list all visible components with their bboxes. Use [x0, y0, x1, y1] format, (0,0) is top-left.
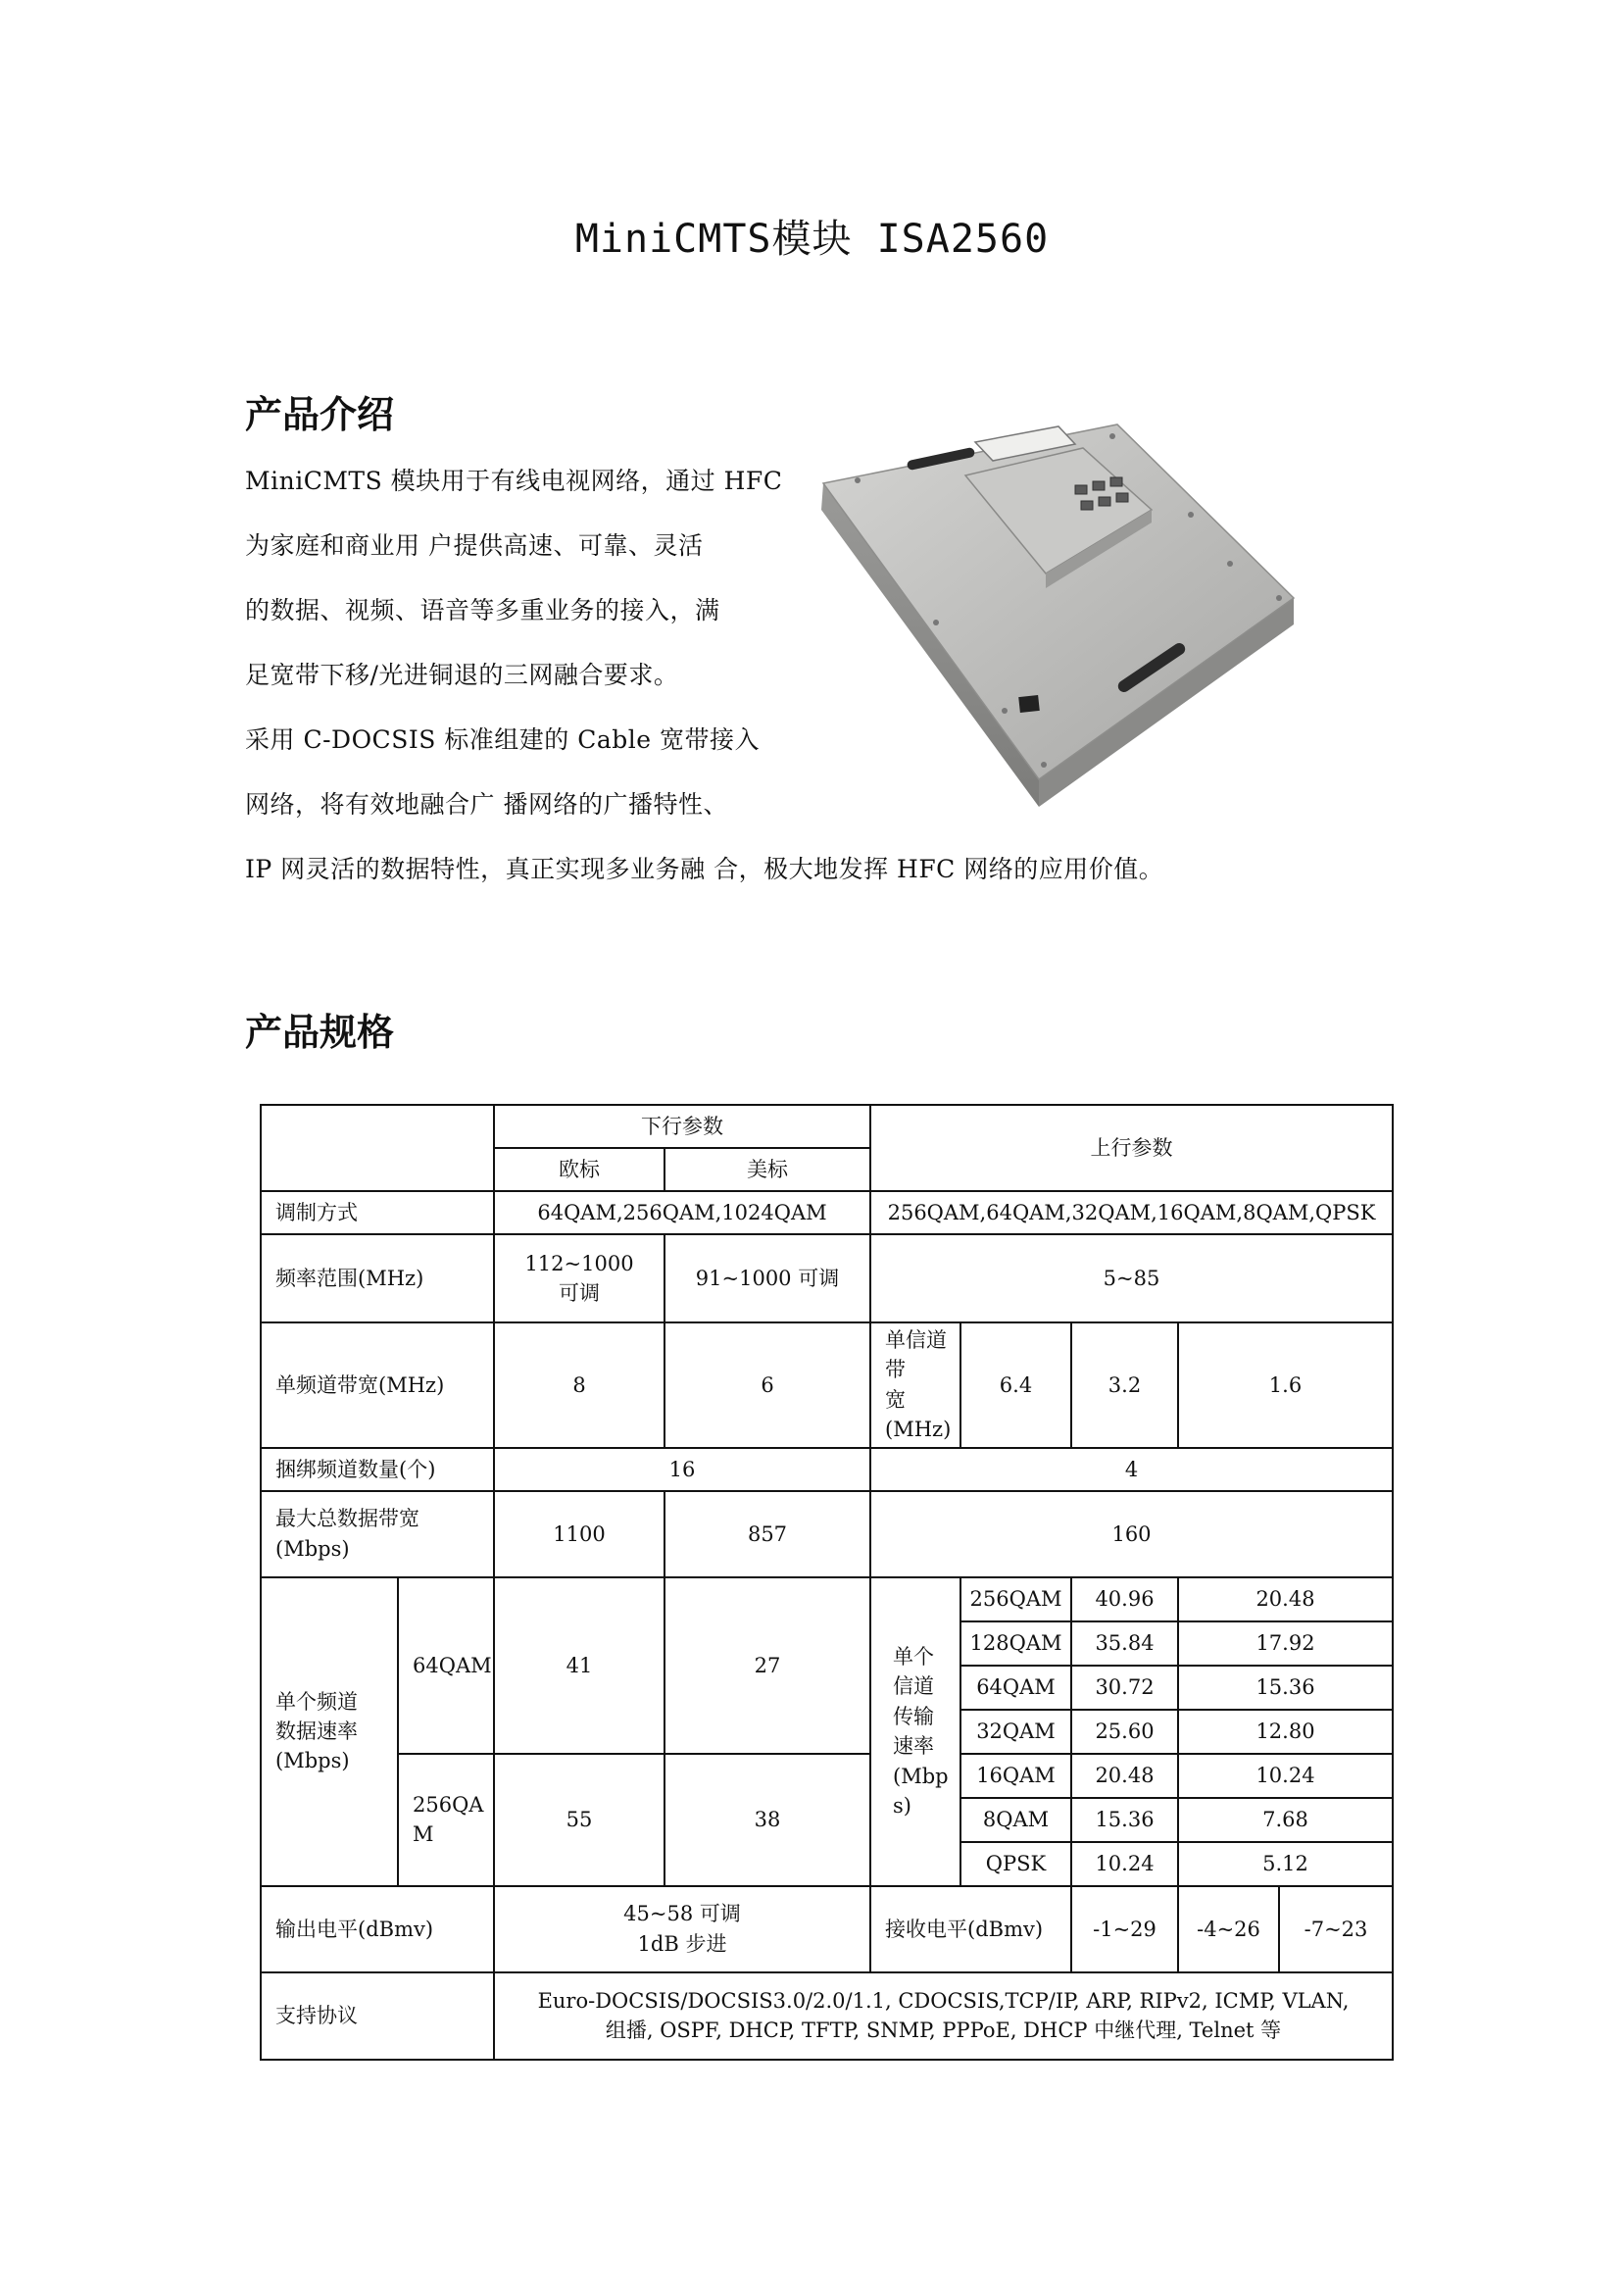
freq-up: 5~85: [870, 1234, 1393, 1322]
bandwidth-up-value: 6.4: [960, 1322, 1071, 1448]
rate-up-label-line: 传输: [893, 1704, 934, 1728]
modulation-label: 调制方式: [261, 1191, 494, 1234]
rx-values-split: [1179, 1887, 1392, 1971]
rate-up-mod: 64QAM: [960, 1666, 1071, 1710]
intro-line: 采用 C-DOCSIS 标准组建的 Cable 宽带接入: [245, 725, 760, 754]
protocols-label: 支持协议: [261, 1972, 494, 2060]
rate-label: [261, 1577, 398, 1886]
upstream-header: 上行参数: [870, 1105, 1393, 1191]
max-bw-us: 857: [664, 1491, 870, 1577]
rate-up-mod: 32QAM: [960, 1710, 1071, 1754]
rate-up-value: 10.24: [1178, 1754, 1393, 1798]
freq-eu-adjustable: 可调: [559, 1281, 600, 1305]
intro-line: 为家庭和商业用 户提供高速、可靠、灵活: [245, 531, 704, 560]
eu-header: 欧标: [494, 1148, 664, 1191]
freq-label: 频率范围(MHz): [261, 1234, 494, 1322]
rate-up-label-line: 单个: [893, 1644, 934, 1669]
rate-256qam-label-line2: M: [413, 1822, 434, 1847]
header-empty-cell: [261, 1105, 494, 1191]
rate-up-value: 35.84: [1071, 1621, 1178, 1666]
rate-up-value: 25.60: [1071, 1710, 1178, 1754]
rate-up-label-line: s): [893, 1794, 911, 1819]
rate-up-value: 12.80: [1178, 1710, 1393, 1754]
bandwidth-up-value: 3.2: [1071, 1322, 1178, 1448]
output-label: 输出电平(dBmv): [261, 1886, 494, 1972]
rate-up-label-line: (Mbp: [893, 1764, 949, 1788]
intro-line: 足宽带下移/光进铜退的三网融合要求。: [245, 661, 679, 689]
rx-value: -1~29: [1071, 1886, 1178, 1972]
rate-up-mod: 8QAM: [960, 1798, 1071, 1842]
rate-up-mod: 16QAM: [960, 1754, 1071, 1798]
rx-label: 接收电平(dBmv): [870, 1886, 1071, 1972]
rate-up-value: 20.48: [1178, 1577, 1393, 1621]
rate-256qam-label: [398, 1754, 494, 1886]
rate-up-value: 30.72: [1071, 1666, 1178, 1710]
bandwidth-up-value: 1.6: [1178, 1322, 1393, 1448]
output-down: [494, 1886, 870, 1972]
modulation-up: 256QAM,64QAM,32QAM,16QAM,8QAM,QPSK: [870, 1191, 1393, 1234]
rate-up-label-line: 信道: [893, 1674, 934, 1699]
rate-up-label: [870, 1577, 960, 1886]
rate-up-value: 40.96: [1071, 1577, 1178, 1621]
downstream-header: 下行参数: [494, 1105, 870, 1148]
max-bw-up: 160: [870, 1491, 1393, 1577]
rate-label-line2: 数据速率: [275, 1720, 358, 1744]
rate-label-line3: (Mbps): [275, 1749, 350, 1773]
rate-up-mod: 128QAM: [960, 1621, 1071, 1666]
rate-up-value: 15.36: [1071, 1798, 1178, 1842]
rx-value: -7~23: [1304, 1917, 1368, 1941]
bandwidth-us: 6: [664, 1322, 870, 1448]
bandwidth-up-label-line2: 宽(MHz): [885, 1387, 952, 1442]
intro-heading: 产品介绍: [245, 393, 395, 436]
rate-up-mod: QPSK: [960, 1842, 1071, 1886]
rate-up-mod: 256QAM: [960, 1577, 1071, 1621]
rate-256qam-label-line1: 256QA: [413, 1792, 484, 1817]
product-photo: [818, 417, 1299, 828]
spec-heading: 产品规格: [245, 1011, 395, 1054]
rx-value: -4~26: [1179, 1887, 1280, 1971]
bonding-label: 捆绑频道数量(个): [261, 1448, 494, 1491]
bandwidth-eu: 8: [494, 1322, 664, 1448]
protocols-line2: 组播, OSPF, DHCP, TFTP, SNMP, PPPoE, DHCP 中继代理, Telnet 等: [605, 2019, 1282, 2043]
rate-up-value: 5.12: [1178, 1842, 1393, 1886]
rate-up-value: 7.68: [1178, 1798, 1393, 1842]
modulation-down: 64QAM,256QAM,1024QAM: [494, 1191, 870, 1234]
rate-label-line1: 单个频道: [275, 1689, 358, 1714]
intro-line: 的数据、视频、语音等多重业务的接入，满: [245, 596, 720, 624]
us-header: 美标: [664, 1148, 870, 1191]
rate-up-value: 20.48: [1071, 1754, 1178, 1798]
rate-64qam-label: 64QAM: [398, 1577, 494, 1754]
rate-64qam-eu: 41: [494, 1577, 664, 1754]
protocols-value: [494, 1972, 1393, 2060]
intro-line: 网络，将有效地融合广 播网络的广播特性、: [245, 790, 728, 819]
max-bw-label-line2: (Mbps): [275, 1536, 350, 1561]
output-down-line1: 45~58 可调: [623, 1902, 741, 1926]
protocols-line1: Euro-DOCSIS/DOCSIS3.0/2.0/1.1, CDOCSIS,TCP/IP, ARP, RIPv2, ICMP, VLAN,: [537, 1988, 1350, 2013]
intro-line: IP 网灵活的数据特性，真正实现多业务融 合，极大地发挥 HFC 网络的应用价值。: [245, 855, 1164, 883]
max-bw-eu: 1100: [494, 1491, 664, 1577]
freq-eu-range: 112~1000: [524, 1251, 634, 1275]
rate-up-value: 10.24: [1071, 1842, 1178, 1886]
bandwidth-up-label-line1: 单信道带: [885, 1328, 947, 1382]
bandwidth-label: 单频道带宽(MHz): [261, 1322, 494, 1448]
bonding-up: 4: [870, 1448, 1393, 1491]
max-bw-label: [261, 1491, 494, 1577]
rx-values-cell: [1178, 1886, 1393, 1972]
rate-up-value: 17.92: [1178, 1621, 1393, 1666]
freq-us: 91~1000 可调: [664, 1234, 870, 1322]
spec-table: [260, 1104, 1394, 2061]
bonding-down: 16: [494, 1448, 870, 1491]
page-title: MiniCMTS模块 ISA2560: [574, 217, 1050, 262]
output-down-line2: 1dB 步进: [637, 1931, 727, 1956]
rate-256qam-us: 38: [664, 1754, 870, 1886]
bandwidth-up-label: [870, 1322, 960, 1448]
intro-line: MiniCMTS 模块用于有线电视网络，通过 HFC: [245, 467, 783, 495]
rate-256qam-eu: 55: [494, 1754, 664, 1886]
rate-64qam-us: 27: [664, 1577, 870, 1754]
rate-up-label-line: 速率: [893, 1734, 934, 1759]
rate-up-value: 15.36: [1178, 1666, 1393, 1710]
max-bw-label-line1: 最大总数据带宽: [275, 1507, 419, 1531]
freq-eu: [494, 1234, 664, 1322]
